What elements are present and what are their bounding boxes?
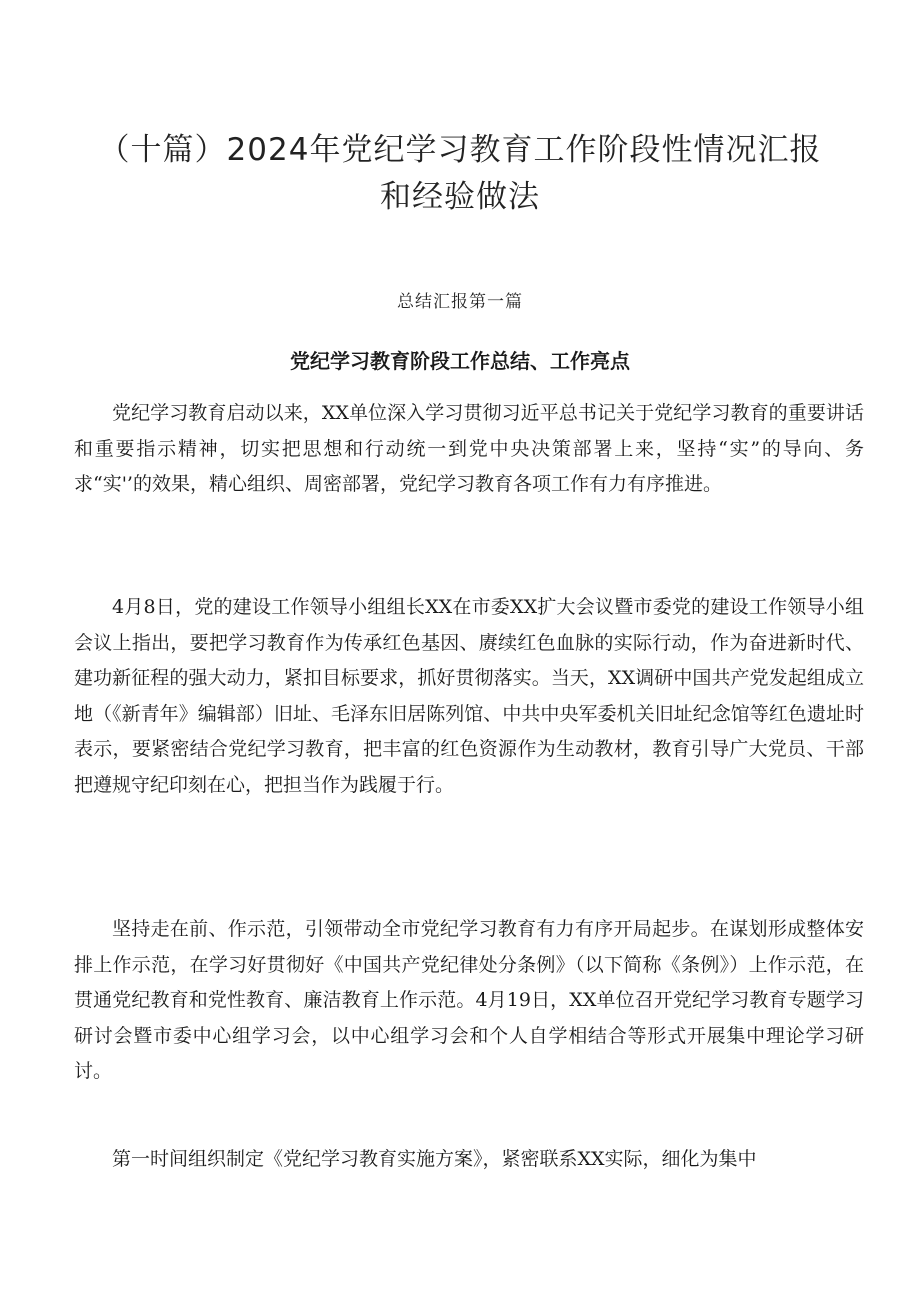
body-paragraph-3: 坚持走在前、作示范，引领带动全市党纪学习教育有力有序开局起步。在谋划形成整体安排上作示范，在学习好贯彻好《中国共产党纪律处分条例》（以下简称《条例》）上作示范，在贯通党纪教育和党性教育、廉洁教育上作示范。4月19日，XX单位召开党纪学习教育专题学习研讨会暨市委中心组学习会，以中心组学习会和个人自学相结合等形式开展集中理论学习研讨。 (74, 918, 864, 1082)
body-paragraph-1: 党纪学习教育启动以来，XX单位深入学习贯彻习近平总书记关于党纪学习教育的重要讲话和重要指示精神，切实把思想和行动统一到党中央决策部署上来，坚持“实”的导向、务求“实'’的效果，精心组织、周密部署，党纪学习教育各项工作有力有序推进。 (74, 402, 864, 495)
body-paragraph-4: 第一时间组织制定《党纪学习教育实施方案》，紧密联系XX实际，细化为集中 (112, 1148, 757, 1170)
body-paragraph-2: 4月8日，党的建设工作领导小组组长XX在市委XX扩大会议暨市委党的建设工作领导小组会议上指出，要把学习教育作为传承红色基因、赓续红色血脉的实际行动，作为奋进新时代、建功新征程的强大动力，紧扣目标要求，抓好贯彻落实。当天，XX调研中国共产党发起组成立地（《新青年》编辑部）旧址、毛泽东旧居陈列馆、中共中央军委机关旧址纪念馆等红色遗址时表示，要紧密结合党纪学习教育，把丰富的红色资源作为生动教材，教育引导广大党员、干部把遵规守纪印刻在心，把担当作为践履于行。 (74, 596, 864, 796)
document-title-line-2: 和经验做法 (380, 179, 540, 215)
document-title-line-1: （十篇）2024年党纪学习教育工作阶段性情况汇报 (98, 132, 822, 168)
section-label: 总结汇报第一篇 (397, 292, 523, 312)
section-heading: 党纪学习教育阶段工作总结、工作亮点 (290, 349, 630, 373)
